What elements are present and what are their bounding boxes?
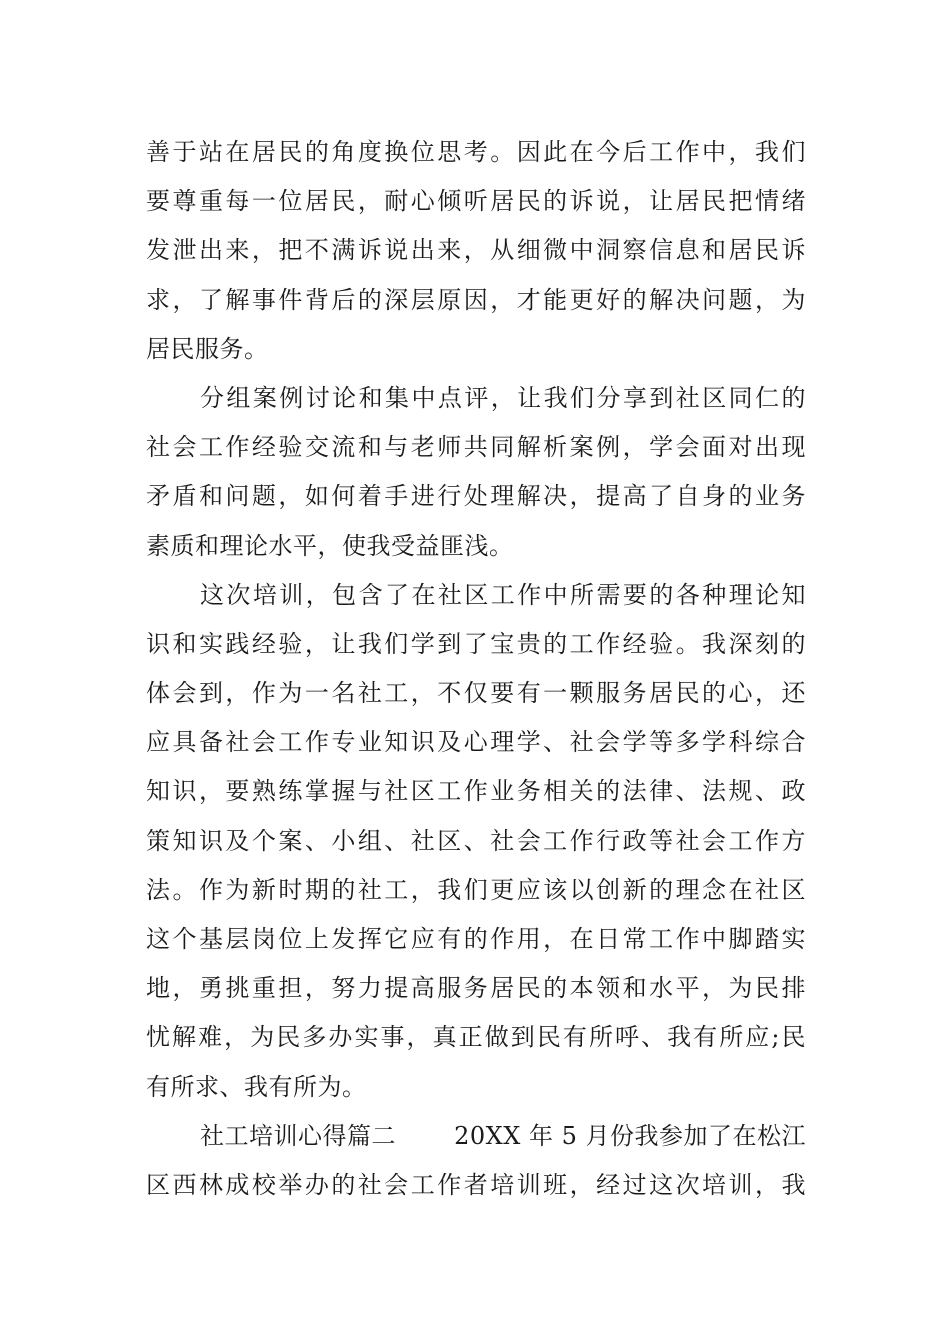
text-line: 法。作为新时期的社工，我们更应该以创新的理念在社区: [146, 875, 806, 904]
section-first-text: 20XX 年 5 月份我参加了在松江: [454, 1121, 806, 1150]
text-line: 知识，要熟练掌握与社区工作业务相关的法律、法规、政: [146, 777, 806, 806]
text-line: 体会到，作为一名社工，不仅要有一颗服务居民的心，还: [146, 679, 806, 708]
text-line: 识和实践经验，让我们学到了宝贵的工作经验。我深刻的: [146, 629, 806, 658]
text-line: 善于站在居民的角度换位思考。因此在今后工作中，我们: [146, 138, 806, 166]
text-line: 这个基层岗位上发挥它应有的作用，在日常工作中脚踏实: [146, 925, 806, 953]
section-title: 社工培训心得篇二: [200, 1121, 396, 1150]
text-line: 素质和理论水平，使我受益匪浅。: [146, 531, 514, 560]
text-line: 忧解难，为民多办实事，真正做到民有所呼、我有所应;民: [146, 1023, 806, 1052]
text-line: 应具备社会工作专业知识及心理学、社会学等多学科综合: [146, 728, 806, 757]
text-line: 这次培训，包含了在社区工作中所需要的各种理论知: [200, 580, 806, 609]
section-heading-line: [146, 1112, 806, 1161]
text-line: 居民服务。: [146, 334, 269, 363]
text-line: 有所求、我有所为。: [146, 1072, 367, 1101]
text-line: 社会工作经验交流和与老师共同解析案例，学会面对出现: [146, 433, 806, 462]
text-line: 要尊重每一位居民，耐心倾听居民的诉说，让居民把情绪: [146, 187, 806, 216]
text-line: 区西林成校举办的社会工作者培训班，经过这次培训，我: [146, 1170, 806, 1199]
text-line: 求，了解事件背后的深层原因，才能更好的解决问题，为: [146, 285, 806, 314]
text-line: 矛盾和问题，如何着手进行处理解决，提高了自身的业务: [146, 482, 806, 511]
text-line: 策知识及个案、小组、社区、社会工作行政等社会工作方: [146, 826, 806, 855]
text-line: 分组案例讨论和集中点评，让我们分享到社区同仁的: [200, 383, 806, 412]
document-body: [146, 128, 806, 1210]
text-line: 地，勇挑重担，努力提高服务居民的本领和水平，为民排: [146, 974, 806, 1003]
text-line: 发泄出来，把不满诉说出来，从细微中洞察信息和居民诉: [146, 236, 806, 265]
